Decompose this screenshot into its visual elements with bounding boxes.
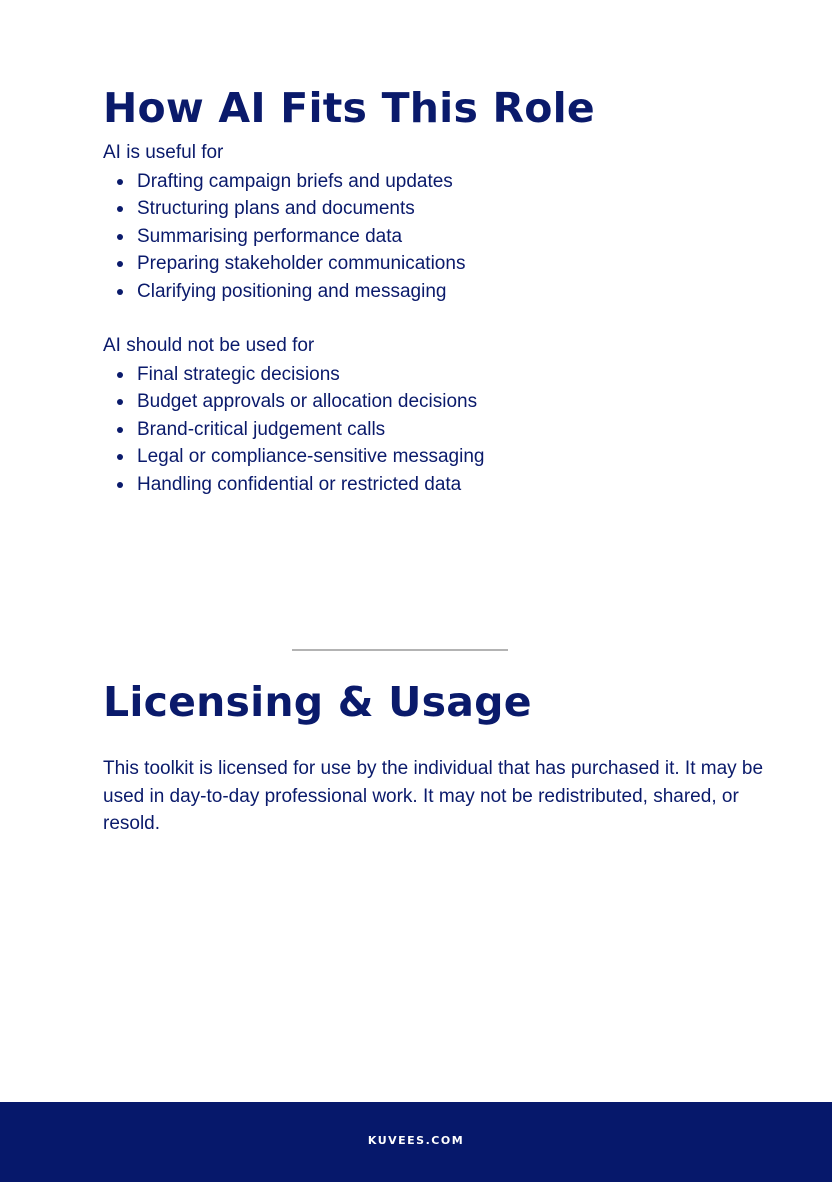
bullet-icon [117,179,123,185]
list-item-text: Legal or compliance-sensitive messaging [137,446,485,468]
list-item [103,278,465,305]
bullet-icon [117,372,123,378]
list-item-text: Final strategic decisions [137,364,340,385]
bullet-icon [117,454,123,460]
section-divider [292,649,508,651]
list-item [103,223,465,250]
footer-site-link[interactable]: KUVEES.COM [367,1134,465,1147]
list-item [103,250,465,277]
list-item [103,195,465,222]
useful-for-label: AI is useful for [103,142,224,163]
bullet-icon [117,427,123,433]
list-item-text: Summarising performance data [137,225,403,247]
list-item-text: Clarifying positioning and messaging [137,280,447,302]
not-used-for-list [103,361,484,498]
list-item-text: Preparing stakeholder communications [137,253,466,275]
list-item [103,361,484,388]
list-item-text: Brand-critical judgement calls [137,418,386,440]
list-item-text: Drafting campaign briefs and updates [137,171,453,192]
list-item-text: Budget approvals or allocation decisions [137,391,478,413]
bullet-icon [117,234,123,240]
bullet-icon [117,399,123,405]
bullet-icon [117,261,123,267]
list-item [103,471,484,498]
list-item [103,168,465,195]
bullet-icon [117,482,123,488]
not-used-for-label: AI should not be used for [103,335,315,356]
bullet-icon [117,206,123,212]
section-heading-ai: How AI Fits This Role [103,84,595,132]
list-item [103,416,484,443]
list-item-text: Handling confidential or restricted data [137,473,462,495]
bullet-icon [117,289,123,295]
list-item-text: Structuring plans and documents [137,198,415,220]
licensing-body-text: This toolkit is licensed for use by the individual that has purchased it. It may be used in day-to-day professional work. It may not be redistributed, shared, or resold. [103,758,764,834]
useful-for-list [103,168,465,305]
list-item [103,443,484,470]
list-item [103,388,484,415]
section-heading-licensing: Licensing & Usage [103,678,532,726]
